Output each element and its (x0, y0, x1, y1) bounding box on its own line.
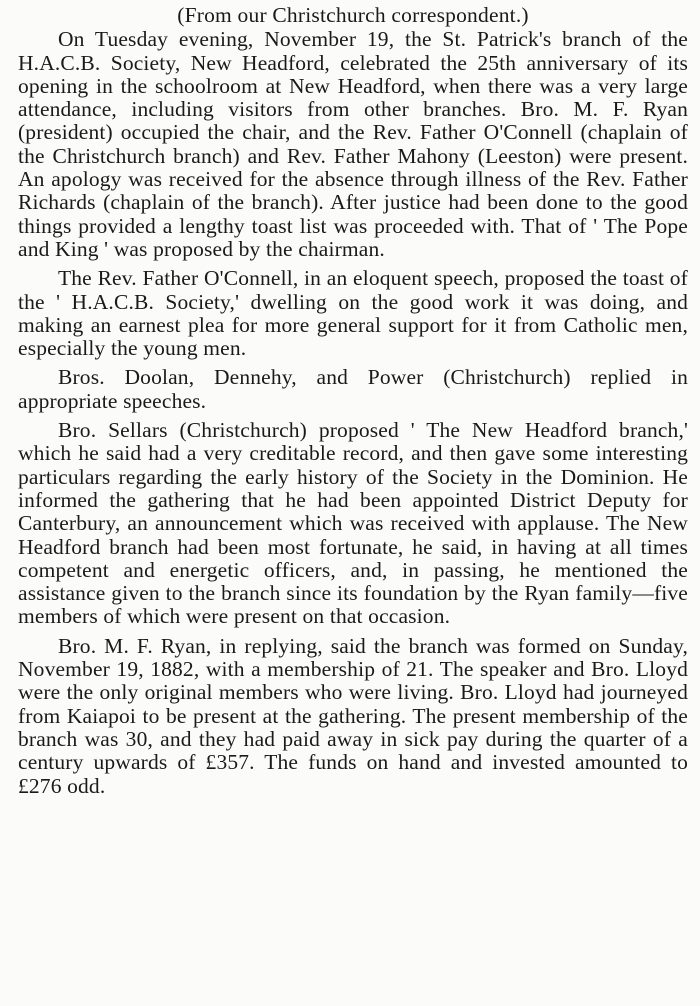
paragraph-sellars-toast: Bro. Sellars (Christchurch) proposed ' The New Headford branch,' which he said had a very creditable record, and then gave some interesting particulars regarding the early history of the Society in the Dominion. He informed the gathering that he had been appointed District Deputy for Canterbury, an announcement which was received with applause. The New Headford branch had been most fortunate, he said, in having at all times competent and energetic officers, and, in passing, he mentioned the assistance given to the branch since its foundation by the Ryan family—five members of which were present on that occasion. (18, 418, 688, 629)
paragraph-ryan-reply: Bro. M. F. Ryan, in replying, said the branch was formed on Sunday, November 19, 1882, with a membership of 21. The speaker and Bro. Lloyd were the only original members who were living. Bro. Lloyd had journeyed from Kaiapoi to be present at the gathering. The present membership of the branch was 30, and they had paid away in sick pay during the quarter of a century upwards of £357. The funds on hand and invested amounted to £276 odd. (18, 633, 688, 798)
article (18, 4, 688, 804)
paragraph-replies: Bros. Doolan, Dennehy, and Power (Christchurch) replied in appropriate speeches. (18, 365, 688, 413)
paragraph-anniversary: On Tuesday evening, November 19, the St. Patrick's branch of the H.A.C.B. Society, New Headford, celebrated the 25th anniversary of its opening in the schoolroom at New Headford, when there was a very large attendance, including visitors from other branches. Bro. M. F. Ryan (president) occupied the chair, and the Rev. Father O'Connell (chaplain of the Christchurch branch) and Rev. Father Mahony (Leeston) were present. An apology was received for the absence through illness of the Rev. Father Richards (chaplain of the branch). After justice had been done to the good things provided a lengthy toast list was proceeded with. That of ' The Pope and King ' was proposed by the chairman. (18, 27, 688, 261)
byline: (From our Christchurch correspondent.) (177, 3, 529, 27)
paragraph-oconnell-toast: The Rev. Father O'Connell, in an eloquent speech, proposed the toast of the ' H.A.C.B. Society,' dwelling on the good work it was doing, and making an earnest plea for more general support for it from Catholic men, especially the young men. (18, 266, 688, 361)
